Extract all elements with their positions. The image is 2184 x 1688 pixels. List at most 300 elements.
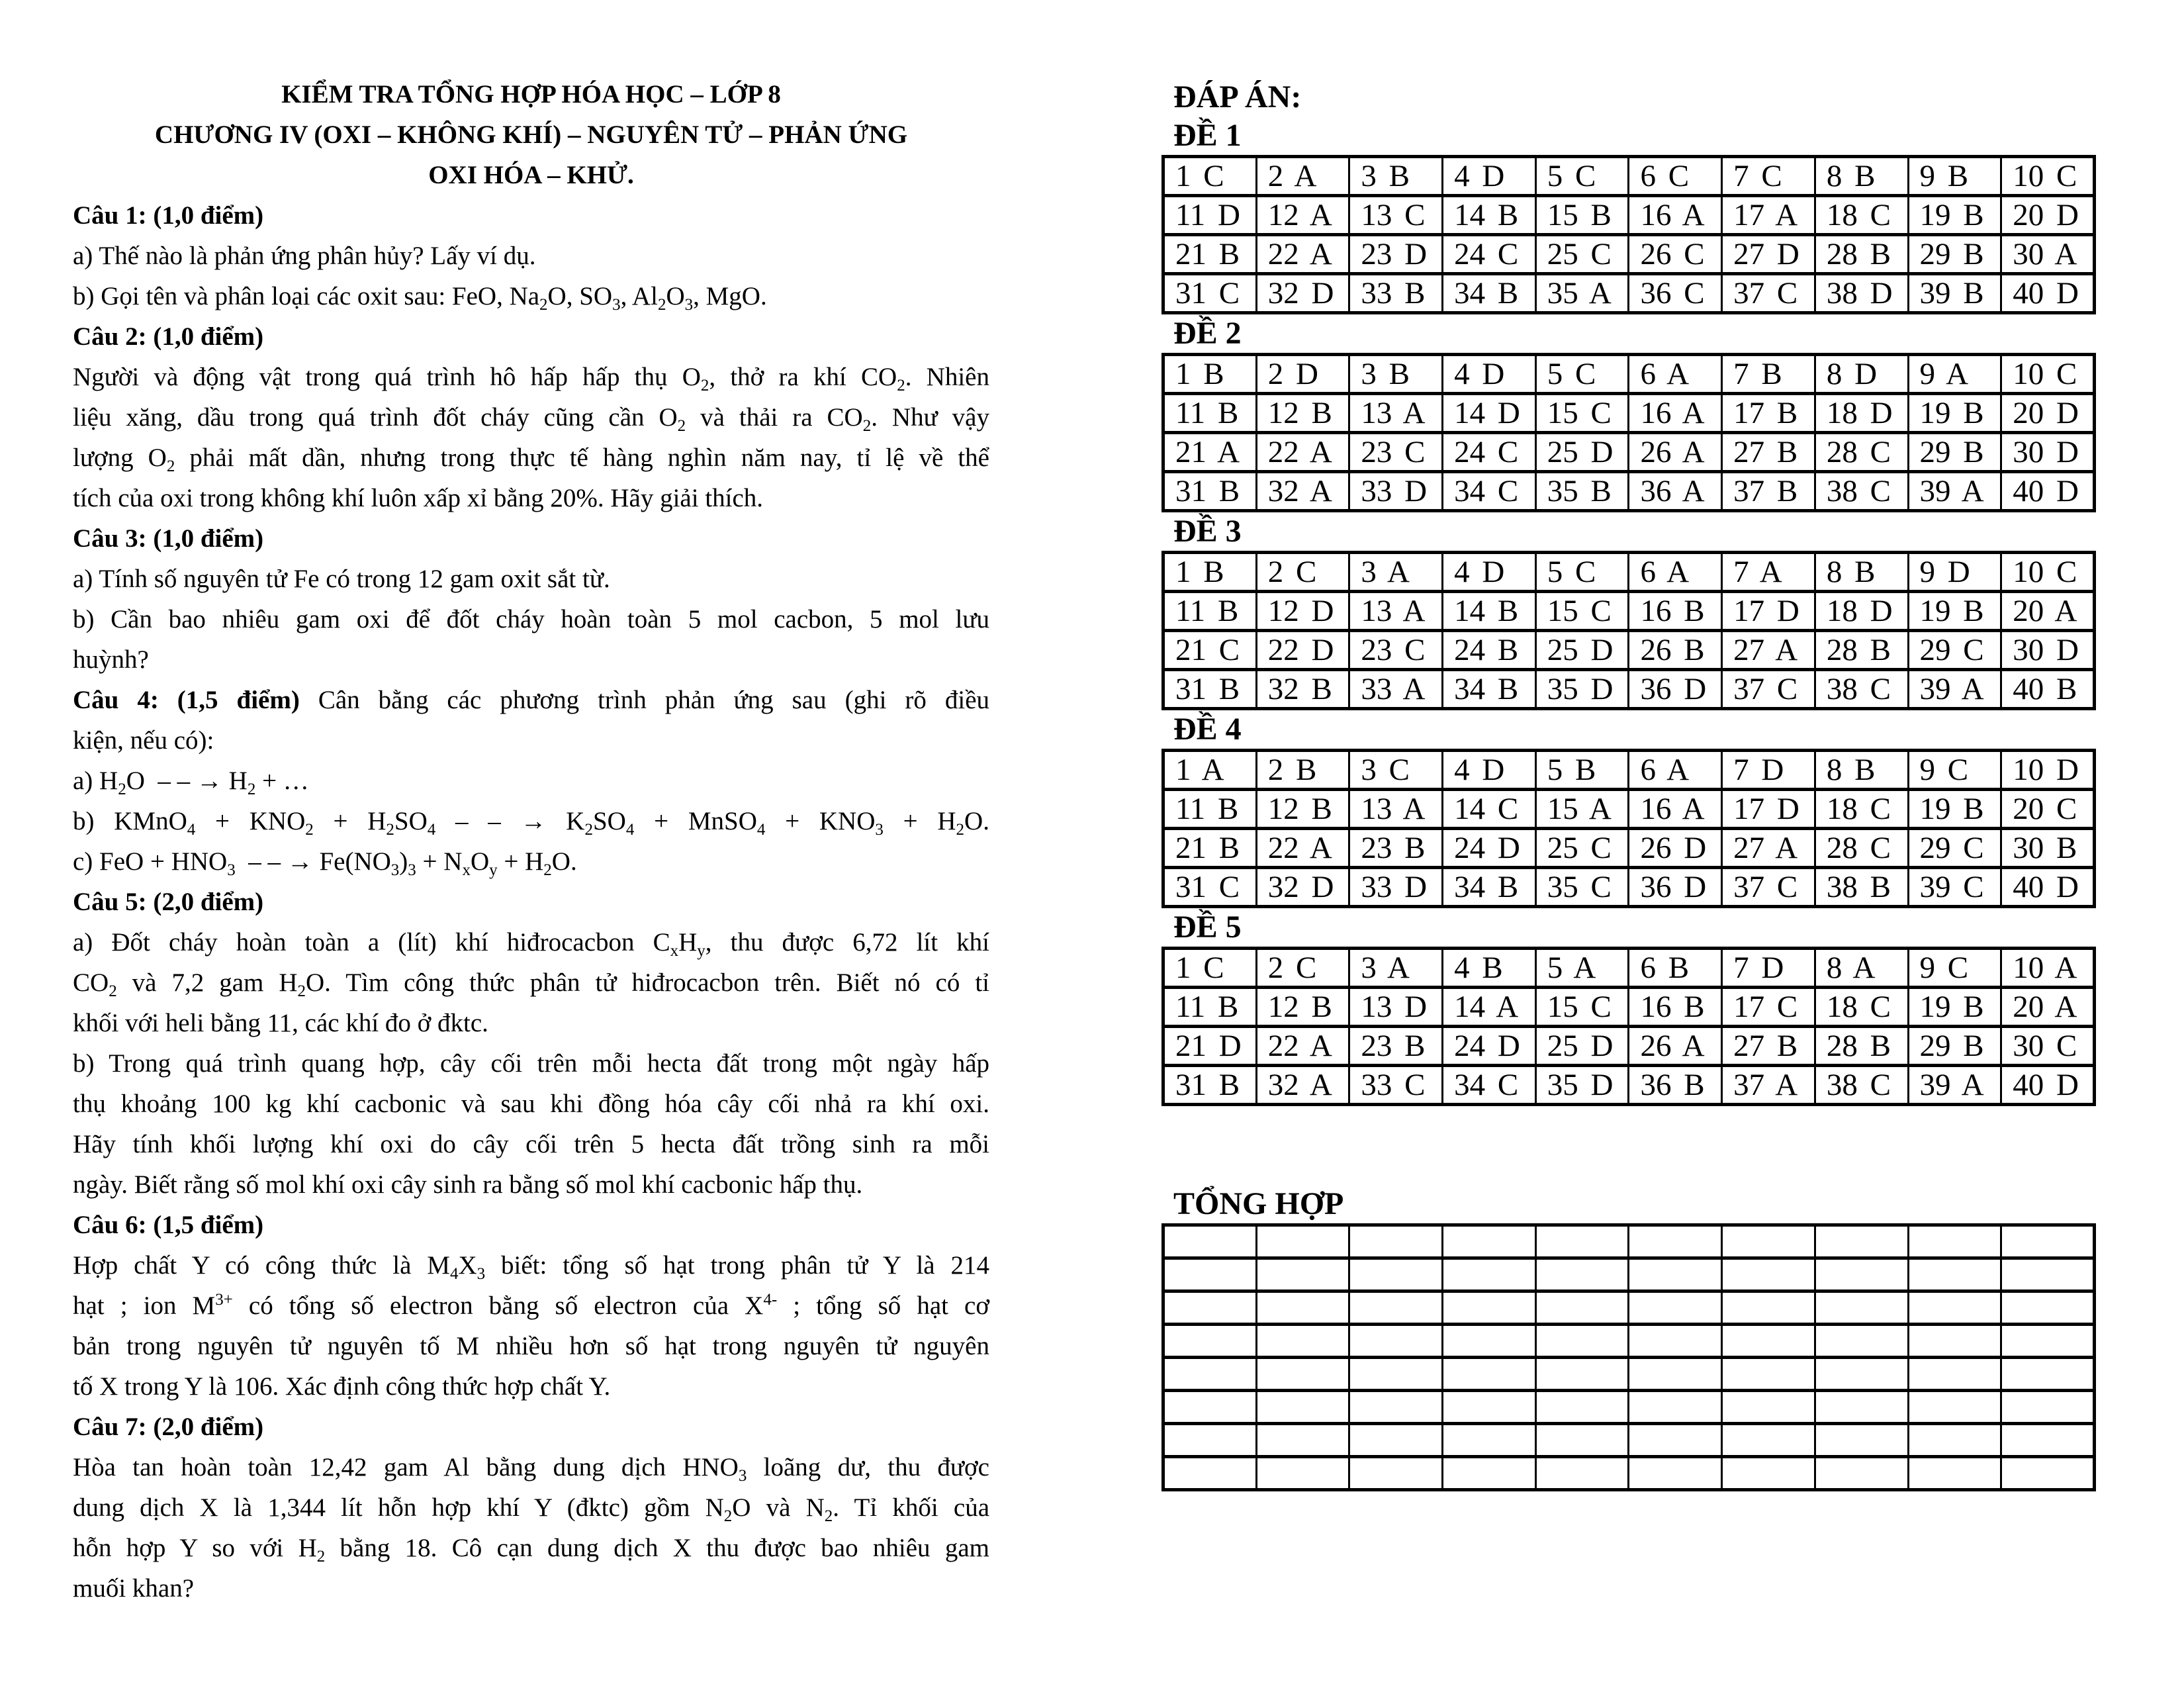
answer-row bbox=[1163, 196, 2095, 235]
summary-cell bbox=[1722, 1325, 1815, 1358]
answer-cell: 32 D bbox=[1256, 868, 1349, 907]
summary-cell bbox=[2001, 1225, 2095, 1258]
answer-cell: 36 D bbox=[1629, 868, 1722, 907]
summary-cell bbox=[1535, 1225, 1629, 1258]
answer-cell: 1 B bbox=[1163, 355, 1257, 394]
summary-cell bbox=[1163, 1391, 1257, 1424]
answer-cell: 32 A bbox=[1256, 472, 1349, 511]
answer-cell: 33 C bbox=[1349, 1066, 1443, 1105]
exam-text-line: khối với heli bằng 11, các khí đo ở đktc. bbox=[73, 1009, 488, 1037]
answer-cell: 28 B bbox=[1815, 631, 1908, 670]
answer-cell: 35 D bbox=[1535, 670, 1629, 709]
summary-cell bbox=[1908, 1391, 2001, 1424]
answer-cell: 24 B bbox=[1443, 631, 1536, 670]
summary-cell bbox=[2001, 1391, 2095, 1424]
answer-cell: 9 D bbox=[1908, 553, 2001, 592]
summary-cell bbox=[1535, 1391, 1629, 1424]
summary-cell bbox=[1722, 1291, 1815, 1325]
answer-cell: 2 B bbox=[1256, 751, 1349, 790]
summary-cell bbox=[1908, 1457, 2001, 1490]
answer-cell: 12 B bbox=[1256, 790, 1349, 829]
summary-cell bbox=[2001, 1258, 2095, 1291]
answer-cell: 28 C bbox=[1815, 433, 1908, 472]
answer-cell: 27 B bbox=[1722, 433, 1815, 472]
exam-text-line: a) Đốt cháy hoàn toàn a (lít) khí hiđrocacbon $C_xH_y$, thu được 6,72 lít khí bbox=[73, 928, 989, 960]
summary-cell bbox=[1629, 1225, 1722, 1258]
answer-row bbox=[1163, 631, 2095, 670]
summary-cell bbox=[1443, 1258, 1536, 1291]
summary-cell bbox=[1349, 1358, 1443, 1391]
summary-cell bbox=[2001, 1457, 2095, 1490]
summary-cell bbox=[1163, 1258, 1257, 1291]
answer-cell: 18 D bbox=[1815, 394, 1908, 433]
summary-cell bbox=[1256, 1391, 1349, 1424]
answer-cell: 11 B bbox=[1163, 988, 1257, 1027]
exam-text-line: a) Tính số nguyên tử Fe có trong 12 gam oxit sắt từ. bbox=[73, 565, 610, 593]
summary-table bbox=[1161, 1223, 2096, 1491]
answer-cell: 3 B bbox=[1349, 355, 1443, 394]
summary-heading: TỔNG HỢP bbox=[1173, 1186, 1344, 1221]
answer-cell: 24 C bbox=[1443, 235, 1536, 274]
summary-cell bbox=[2001, 1291, 2095, 1325]
answer-cell: 39 A bbox=[1908, 1066, 2001, 1105]
summary-cell bbox=[1629, 1424, 1722, 1457]
summary-cell bbox=[1629, 1391, 1722, 1424]
summary-cell bbox=[1815, 1291, 1908, 1325]
answer-cell: 5 A bbox=[1535, 949, 1629, 988]
answer-row bbox=[1163, 433, 2095, 472]
answer-cell: 25 C bbox=[1535, 829, 1629, 868]
answer-section-label-1: ĐỀ 1 bbox=[1173, 118, 1242, 153]
answer-cell: 33 D bbox=[1349, 472, 1443, 511]
answer-cell: 5 C bbox=[1535, 553, 1629, 592]
exam-text-line: $CO_2$ và 7,2 gam $H_2O$. Tìm công thức phân tử hiđrocacbon trên. Biết nó có tỉ bbox=[73, 968, 989, 1000]
answer-row bbox=[1163, 274, 2095, 313]
answer-cell: 11 B bbox=[1163, 790, 1257, 829]
answer-cell: 8 B bbox=[1815, 553, 1908, 592]
answer-cell: 37 A bbox=[1722, 1066, 1815, 1105]
answer-cell: 20 D bbox=[2001, 196, 2095, 235]
answer-cell: 22 A bbox=[1256, 235, 1349, 274]
answer-cell: 1 A bbox=[1163, 751, 1257, 790]
answer-cell: 16 B bbox=[1629, 592, 1722, 631]
exam-title-line: CHƯƠNG IV (OXI – KHÔNG KHÍ) – NGUYÊN TỬ – PHẢN ỨNG bbox=[154, 120, 908, 149]
exam-text-line: lượng $O_2$ phải mất dần, nhưng trong thực tế hàng nghìn năm nay, tỉ lệ về thể bbox=[73, 444, 989, 475]
exam-text-line: kiện, nếu có): bbox=[73, 726, 214, 755]
answer-cell: 30 A bbox=[2001, 235, 2095, 274]
answer-cell: 28 B bbox=[1815, 235, 1908, 274]
answer-cell: 33 A bbox=[1349, 670, 1443, 709]
answer-cell: 22 D bbox=[1256, 631, 1349, 670]
answer-row bbox=[1163, 355, 2095, 394]
summary-cell bbox=[1535, 1424, 1629, 1457]
answer-table-3 bbox=[1161, 551, 2096, 710]
answer-cell: 7 A bbox=[1722, 553, 1815, 592]
question-header: Câu 6: (1,5 điểm) bbox=[73, 1211, 264, 1239]
summary-cell bbox=[1722, 1391, 1815, 1424]
answer-cell: 20 A bbox=[2001, 988, 2095, 1027]
answer-cell: 20 C bbox=[2001, 790, 2095, 829]
answer-cell: 14 D bbox=[1443, 394, 1536, 433]
answer-row bbox=[1163, 670, 2095, 709]
answer-cell: 35 C bbox=[1535, 868, 1629, 907]
summary-cell bbox=[1722, 1424, 1815, 1457]
summary-cell bbox=[1163, 1325, 1257, 1358]
answer-cell: 9 B bbox=[1908, 157, 2001, 196]
summary-row bbox=[1163, 1291, 2095, 1325]
answer-cell: 2 C bbox=[1256, 949, 1349, 988]
answer-cell: 25 D bbox=[1535, 433, 1629, 472]
summary-cell bbox=[1349, 1258, 1443, 1291]
answer-cell: 27 A bbox=[1722, 829, 1815, 868]
answer-cell: 24 D bbox=[1443, 1027, 1536, 1066]
answer-cell: 29 B bbox=[1908, 1027, 2001, 1066]
answer-cell: 3 A bbox=[1349, 949, 1443, 988]
answer-cell: 3 C bbox=[1349, 751, 1443, 790]
answer-table-5 bbox=[1161, 947, 2096, 1106]
answer-cell: 39 B bbox=[1908, 274, 2001, 313]
exam-text-line: tố X trong Y là 106. Xác định công thức hợp chất Y. bbox=[73, 1372, 611, 1401]
answer-cell: 10 D bbox=[2001, 751, 2095, 790]
answer-cell: 21 A bbox=[1163, 433, 1257, 472]
answer-cell: 29 C bbox=[1908, 829, 2001, 868]
exam-text-line: b) Trong quá trình quang hợp, cây cối trên mỗi hecta đất trong một ngày hấp bbox=[73, 1049, 989, 1078]
exam-title-line: OXI HÓA – KHỬ. bbox=[428, 161, 634, 189]
answer-cell: 26 A bbox=[1629, 1027, 1722, 1066]
answer-cell: 23 B bbox=[1349, 1027, 1443, 1066]
summary-cell bbox=[1443, 1358, 1536, 1391]
answer-cell: 18 C bbox=[1815, 196, 1908, 235]
answer-cell: 11 B bbox=[1163, 592, 1257, 631]
answer-cell: 10 C bbox=[2001, 553, 2095, 592]
exam-text-line: hỗn hợp Y so với $H_2$ bằng 18. Cô cạn dung dịch X thu được bao nhiêu gam bbox=[73, 1534, 989, 1566]
answer-cell: 35 A bbox=[1535, 274, 1629, 313]
answer-cell: 21 B bbox=[1163, 235, 1257, 274]
answer-cell: 25 C bbox=[1535, 235, 1629, 274]
answer-cell: 38 C bbox=[1815, 1066, 1908, 1105]
answer-cell: 12 D bbox=[1256, 592, 1349, 631]
summary-cell bbox=[2001, 1325, 2095, 1358]
answer-section-label-2: ĐỀ 2 bbox=[1173, 316, 1242, 351]
answer-cell: 17 C bbox=[1722, 988, 1815, 1027]
summary-cell bbox=[1722, 1358, 1815, 1391]
exam-content bbox=[73, 74, 989, 1609]
answer-cell: 30 C bbox=[2001, 1027, 2095, 1066]
answer-cell: 8 D bbox=[1815, 355, 1908, 394]
answer-cell: 19 B bbox=[1908, 394, 2001, 433]
answer-cell: 40 D bbox=[2001, 274, 2095, 313]
summary-cell bbox=[1815, 1325, 1908, 1358]
summary-cell bbox=[1163, 1291, 1257, 1325]
answer-cell: 24 C bbox=[1443, 433, 1536, 472]
answer-row bbox=[1163, 829, 2095, 868]
answer-cell: 17 B bbox=[1722, 394, 1815, 433]
answer-cell: 6 A bbox=[1629, 751, 1722, 790]
summary-cell bbox=[1815, 1457, 1908, 1490]
summary-cell bbox=[1163, 1225, 1257, 1258]
answer-cell: 7 D bbox=[1722, 751, 1815, 790]
answer-cell: 18 C bbox=[1815, 988, 1908, 1027]
answer-row bbox=[1163, 157, 2095, 196]
answer-cell: 4 D bbox=[1443, 751, 1536, 790]
exam-text-line: dung dịch X là 1,344 lít hỗn hợp khí Y (đktc) gồm $N_2O$ và $N_2$. Tỉ khối của bbox=[73, 1493, 990, 1525]
question-header: Câu 7: (2,0 điểm) bbox=[73, 1413, 264, 1441]
summary-cell bbox=[1443, 1225, 1536, 1258]
summary-cell bbox=[1815, 1424, 1908, 1457]
summary-cell bbox=[1908, 1258, 2001, 1291]
exam-text-line: Câu 4: (1,5 điểm) Cân bằng các phương trình phản ứng sau (ghi rõ điều bbox=[73, 686, 990, 714]
answer-cell: 36 B bbox=[1629, 1066, 1722, 1105]
summary-cell bbox=[1908, 1358, 2001, 1391]
answer-cell: 17 A bbox=[1722, 196, 1815, 235]
question-header: Câu 3: (1,0 điểm) bbox=[73, 524, 264, 553]
answer-cell: 12 B bbox=[1256, 394, 1349, 433]
answer-section-label-3: ĐỀ 3 bbox=[1173, 514, 1242, 549]
answer-cell: 36 D bbox=[1629, 670, 1722, 709]
answer-cell: 37 B bbox=[1722, 472, 1815, 511]
summary-cell bbox=[1815, 1225, 1908, 1258]
answer-cell: 6 B bbox=[1629, 949, 1722, 988]
answer-cell: 40 D bbox=[2001, 868, 2095, 907]
answer-cell: 30 B bbox=[2001, 829, 2095, 868]
answer-cell: 22 A bbox=[1256, 829, 1349, 868]
exam-text-line: Người và động vật trong quá trình hô hấp hấp thụ $O_2$, thở ra khí $CO_2$. Nhiên bbox=[73, 363, 989, 395]
summary-cell bbox=[1349, 1391, 1443, 1424]
answer-cell: 17 D bbox=[1722, 592, 1815, 631]
answer-row bbox=[1163, 592, 2095, 631]
answer-cell: 34 C bbox=[1443, 472, 1536, 511]
exam-text-line: Hòa tan hoàn toàn 12,42 gam Al bằng dung dịch $HNO_3$ loãng dư, thu được bbox=[73, 1453, 989, 1485]
exam-text-line: a) $H_2O$ – – → $H_2$ + … bbox=[73, 767, 309, 798]
answer-cell: 28 C bbox=[1815, 829, 1908, 868]
answer-cell: 19 B bbox=[1908, 790, 2001, 829]
exam-lines bbox=[73, 74, 989, 1609]
summary-row bbox=[1163, 1391, 2095, 1424]
summary-cell bbox=[1256, 1424, 1349, 1457]
answer-cell: 38 D bbox=[1815, 274, 1908, 313]
answer-row bbox=[1163, 751, 2095, 790]
answer-row bbox=[1163, 868, 2095, 907]
answer-cell: 34 B bbox=[1443, 670, 1536, 709]
answer-cell: 37 C bbox=[1722, 868, 1815, 907]
summary-cell bbox=[2001, 1424, 2095, 1457]
answer-table-4 bbox=[1161, 749, 2096, 908]
answer-cell: 28 B bbox=[1815, 1027, 1908, 1066]
answer-cell: 15 C bbox=[1535, 988, 1629, 1027]
answer-cell: 36 A bbox=[1629, 472, 1722, 511]
answer-cell: 4 D bbox=[1443, 157, 1536, 196]
answer-cell: 20 A bbox=[2001, 592, 2095, 631]
summary-cell bbox=[1349, 1457, 1443, 1490]
answer-row bbox=[1163, 235, 2095, 274]
answer-cell: 5 C bbox=[1535, 355, 1629, 394]
answer-cell: 39 C bbox=[1908, 868, 2001, 907]
answer-cell: 31 B bbox=[1163, 472, 1257, 511]
answer-cell: 25 D bbox=[1535, 631, 1629, 670]
answer-cell: 9 C bbox=[1908, 751, 2001, 790]
summary-cell bbox=[1443, 1391, 1536, 1424]
answer-cell: 7 B bbox=[1722, 355, 1815, 394]
answer-cell: 12 A bbox=[1256, 196, 1349, 235]
answer-cell: 21 C bbox=[1163, 631, 1257, 670]
summary-cell bbox=[1256, 1225, 1349, 1258]
answer-cell: 16 A bbox=[1629, 196, 1722, 235]
answer-cell: 13 A bbox=[1349, 394, 1443, 433]
answer-cell: 31 B bbox=[1163, 670, 1257, 709]
answer-cell: 12 B bbox=[1256, 988, 1349, 1027]
answer-row bbox=[1163, 988, 2095, 1027]
answer-cell: 1 C bbox=[1163, 949, 1257, 988]
summary-cell bbox=[1256, 1457, 1349, 1490]
answer-cell: 11 B bbox=[1163, 394, 1257, 433]
answer-cell: 23 B bbox=[1349, 829, 1443, 868]
summary-row bbox=[1163, 1424, 2095, 1457]
summary-row bbox=[1163, 1358, 2095, 1391]
answer-cell: 30 D bbox=[2001, 631, 2095, 670]
answer-cell: 38 B bbox=[1815, 868, 1908, 907]
answer-cell: 38 C bbox=[1815, 670, 1908, 709]
answer-cell: 14 C bbox=[1443, 790, 1536, 829]
summary-cell bbox=[1349, 1225, 1443, 1258]
answer-cell: 27 B bbox=[1722, 1027, 1815, 1066]
summary-row bbox=[1163, 1258, 2095, 1291]
answer-cell: 40 D bbox=[2001, 472, 2095, 511]
answer-row bbox=[1163, 1027, 2095, 1066]
answer-cell: 6 A bbox=[1629, 355, 1722, 394]
exam-text-line: Hãy tính khối lượng khí oxi do cây cối trên 5 hecta đất trồng sinh ra mỗi bbox=[73, 1130, 989, 1158]
answer-cell: 29 B bbox=[1908, 235, 2001, 274]
question-header: Câu 5: (2,0 điểm) bbox=[73, 888, 264, 916]
answer-cell: 33 B bbox=[1349, 274, 1443, 313]
answer-cell: 17 D bbox=[1722, 790, 1815, 829]
answer-cell: 2 C bbox=[1256, 553, 1349, 592]
answer-row bbox=[1163, 472, 2095, 511]
exam-text-line: b) Cần bao nhiêu gam oxi để đốt cháy hoàn toàn 5 mol cacbon, 5 mol lưu bbox=[73, 605, 989, 633]
summary-cell bbox=[1535, 1291, 1629, 1325]
summary-cell bbox=[1256, 1291, 1349, 1325]
answer-cell: 39 A bbox=[1908, 670, 2001, 709]
question-header: Câu 1: (1,0 điểm) bbox=[73, 201, 264, 230]
answer-cell: 3 B bbox=[1349, 157, 1443, 196]
answer-table-1 bbox=[1161, 155, 2096, 314]
exam-text-line: muối khan? bbox=[73, 1574, 195, 1603]
summary-cell bbox=[1908, 1225, 2001, 1258]
answer-cell: 5 C bbox=[1535, 157, 1629, 196]
answer-row bbox=[1163, 949, 2095, 988]
answer-cell: 20 D bbox=[2001, 394, 2095, 433]
answer-cell: 10 C bbox=[2001, 157, 2095, 196]
summary-cell bbox=[1349, 1291, 1443, 1325]
answer-cell: 34 B bbox=[1443, 868, 1536, 907]
answer-cell: 13 D bbox=[1349, 988, 1443, 1027]
summary-cell bbox=[1535, 1258, 1629, 1291]
answer-cell: 29 C bbox=[1908, 631, 2001, 670]
answer-cell: 22 A bbox=[1256, 433, 1349, 472]
answer-cell: 1 C bbox=[1163, 157, 1257, 196]
exam-text-line: bản trong nguyên tử nguyên tố M nhiều hơn số hạt trong nguyên tử nguyên bbox=[73, 1332, 989, 1360]
answer-cell: 15 C bbox=[1535, 592, 1629, 631]
answer-cell: 13 A bbox=[1349, 790, 1443, 829]
summary-cell bbox=[1815, 1258, 1908, 1291]
answer-cell: 7 C bbox=[1722, 157, 1815, 196]
question-header: Câu 2: (1,0 điểm) bbox=[73, 322, 264, 351]
summary-row bbox=[1163, 1225, 2095, 1258]
summary-cell bbox=[1908, 1291, 2001, 1325]
answer-cell: 36 C bbox=[1629, 274, 1722, 313]
answer-cell: 25 D bbox=[1535, 1027, 1629, 1066]
answer-cell: 8 B bbox=[1815, 751, 1908, 790]
answer-cell: 8 B bbox=[1815, 157, 1908, 196]
answer-section-label-5: ĐỀ 5 bbox=[1173, 910, 1242, 945]
answer-cell: 19 B bbox=[1908, 988, 2001, 1027]
spacer bbox=[1161, 1106, 2096, 1185]
answer-cell: 4 D bbox=[1443, 553, 1536, 592]
answer-cell: 33 D bbox=[1349, 868, 1443, 907]
answer-section-label-4: ĐỀ 4 bbox=[1173, 712, 1242, 747]
answer-cell: 19 B bbox=[1908, 592, 2001, 631]
summary-cell bbox=[1256, 1325, 1349, 1358]
summary-cell bbox=[1722, 1457, 1815, 1490]
answer-cell: 6 A bbox=[1629, 553, 1722, 592]
answer-cell: 3 A bbox=[1349, 553, 1443, 592]
answer-cell: 16 B bbox=[1629, 988, 1722, 1027]
answer-cell: 34 C bbox=[1443, 1066, 1536, 1105]
answer-cell: 31 B bbox=[1163, 1066, 1257, 1105]
answer-cell: 14 A bbox=[1443, 988, 1536, 1027]
answer-cell: 22 A bbox=[1256, 1027, 1349, 1066]
answer-cell: 35 D bbox=[1535, 1066, 1629, 1105]
answer-cell: 9 C bbox=[1908, 949, 2001, 988]
answer-cell: 27 A bbox=[1722, 631, 1815, 670]
answer-cell: 26 D bbox=[1629, 829, 1722, 868]
answer-row bbox=[1163, 394, 2095, 433]
exam-text-line: thụ khoảng 100 kg khí cacbonic và sau khi đồng hóa cây cối nhả ra khí oxi. bbox=[73, 1090, 989, 1118]
answer-cell: 15 A bbox=[1535, 790, 1629, 829]
answer-cell: 14 B bbox=[1443, 592, 1536, 631]
answer-cell: 23 D bbox=[1349, 235, 1443, 274]
answer-cell: 11 D bbox=[1163, 196, 1257, 235]
answer-cell: 26 C bbox=[1629, 235, 1722, 274]
summary-cell bbox=[1815, 1358, 1908, 1391]
exam-text-line: ngày. Biết rằng số mol khí oxi cây sinh ra bằng số mol khí cacbonic hấp thụ. bbox=[73, 1170, 863, 1199]
exam-text-line: liệu xăng, dầu trong quá trình đốt cháy cũng cần $O_2$ và thải ra $CO_2$. Như vậy bbox=[73, 403, 989, 435]
exam-text-line: a) Thế nào là phản ứng phân hủy? Lấy ví dụ. bbox=[73, 242, 536, 270]
summary-cell bbox=[1349, 1325, 1443, 1358]
exam-text-line: c) FeO + $HNO_3$ – – → $Fe(NO_3)_3 + N_xO_y + H_2O$. bbox=[73, 847, 577, 879]
answer-cell: 35 B bbox=[1535, 472, 1629, 511]
summary-cell bbox=[1629, 1358, 1722, 1391]
answer-table-2 bbox=[1161, 353, 2096, 512]
summary-cell bbox=[1163, 1358, 1257, 1391]
answer-cell: 18 C bbox=[1815, 790, 1908, 829]
answer-cell: 37 C bbox=[1722, 670, 1815, 709]
answer-cell: 30 D bbox=[2001, 433, 2095, 472]
answer-cell: 18 D bbox=[1815, 592, 1908, 631]
answer-cell: 16 A bbox=[1629, 394, 1722, 433]
answer-cell: 32 B bbox=[1256, 670, 1349, 709]
answer-cell: 4 B bbox=[1443, 949, 1536, 988]
answer-cell: 32 D bbox=[1256, 274, 1349, 313]
answer-row bbox=[1163, 790, 2095, 829]
summary-cell bbox=[1443, 1325, 1536, 1358]
answer-cell: 21 B bbox=[1163, 829, 1257, 868]
summary-cell bbox=[1629, 1457, 1722, 1490]
summary-cell bbox=[1722, 1225, 1815, 1258]
answer-cell: 14 B bbox=[1443, 196, 1536, 235]
answer-cell: 19 B bbox=[1908, 196, 2001, 235]
answer-cell: 15 B bbox=[1535, 196, 1629, 235]
summary-cell bbox=[1163, 1457, 1257, 1490]
